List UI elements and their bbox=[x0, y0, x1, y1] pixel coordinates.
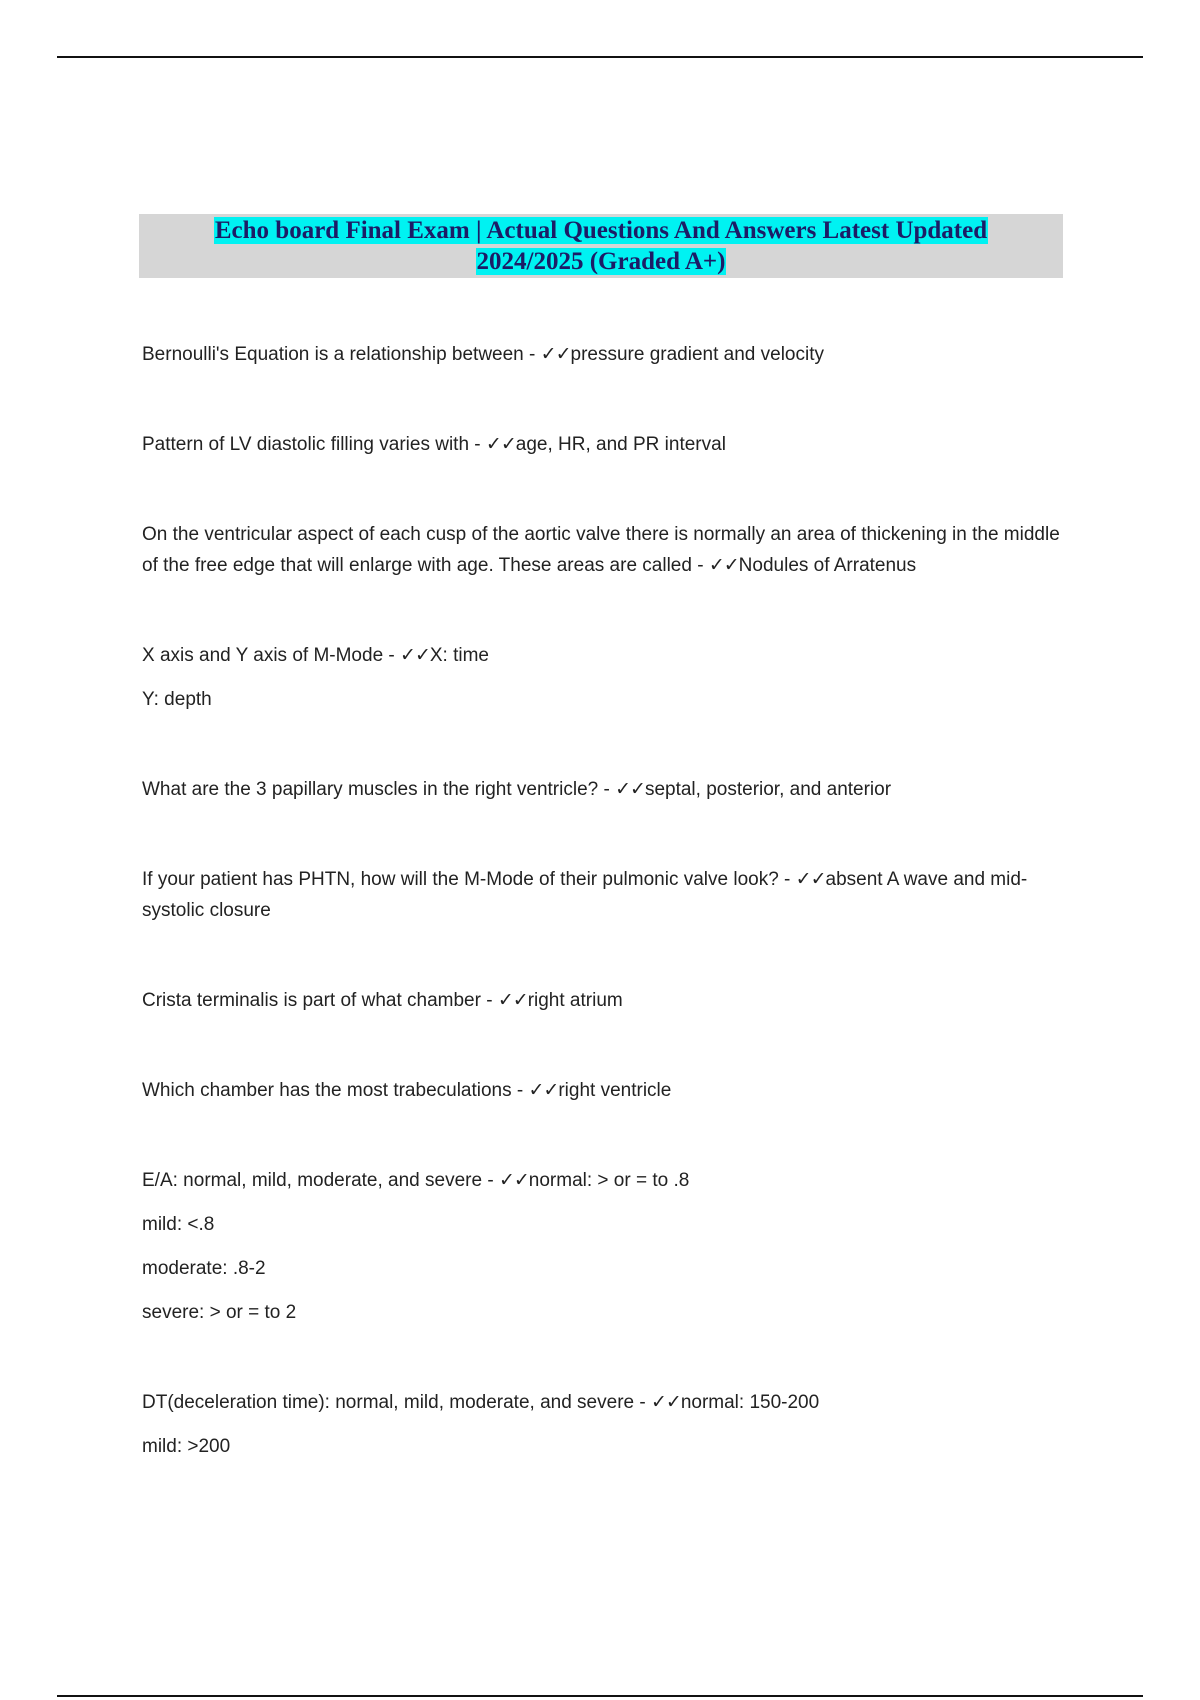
qa-main-line bbox=[142, 640, 1062, 671]
qa-main-line bbox=[142, 1387, 1062, 1418]
separator: - bbox=[598, 779, 616, 800]
qa-main-line bbox=[142, 339, 1062, 370]
question-text: DT(deceleration time): normal, mild, moderate, and severe bbox=[142, 1392, 635, 1413]
separator: - bbox=[482, 1170, 499, 1191]
separator: - bbox=[778, 869, 796, 890]
title-line-1: Echo board Final Exam | Actual Questions And Answers Latest Updated bbox=[214, 217, 988, 244]
answer-text: X: time bbox=[429, 645, 489, 666]
separator: - bbox=[511, 1080, 529, 1101]
title-line-2: 2024/2025 (Graded A+) bbox=[476, 248, 726, 275]
answer-text: right ventricle bbox=[558, 1080, 672, 1101]
check-marks-icon: ✓✓ bbox=[497, 990, 528, 1011]
check-marks-icon: ✓✓ bbox=[540, 344, 571, 365]
qa-item bbox=[142, 985, 1062, 1016]
check-marks-icon: ✓✓ bbox=[485, 434, 516, 455]
check-marks-icon: ✓✓ bbox=[400, 645, 430, 666]
answer-text: normal: > or = to .8 bbox=[528, 1170, 690, 1191]
answer-text: age, HR, and PR interval bbox=[515, 434, 726, 455]
separator: - bbox=[523, 344, 541, 365]
question-text: Pattern of LV diastolic filling varies with bbox=[142, 434, 470, 455]
qa-main-line bbox=[142, 429, 1062, 460]
answer-continuation: moderate: .8-2 bbox=[142, 1258, 266, 1279]
answer-text: septal, posterior, and anterior bbox=[644, 779, 892, 800]
question-text: E/A: normal, mild, moderate, and severe bbox=[142, 1170, 483, 1191]
answer-text: right atrium bbox=[527, 990, 623, 1011]
question-text: If your patient has PHTN, how will the M-Mode of their pulmonic valve look? bbox=[142, 869, 779, 890]
separator: - bbox=[469, 434, 486, 455]
check-marks-icon: ✓✓ bbox=[708, 555, 739, 576]
question-text: X axis and Y axis of M-Mode bbox=[142, 645, 384, 666]
question-text: Bernoulli's Equation is a relationship between bbox=[142, 344, 524, 365]
separator: - bbox=[383, 645, 401, 666]
separator: - bbox=[634, 1392, 651, 1413]
question-text: What are the 3 papillary muscles in the right ventricle? bbox=[142, 779, 599, 800]
check-marks-icon: ✓✓ bbox=[650, 1392, 681, 1413]
qa-item bbox=[142, 864, 1062, 926]
answer-continuation: Y: depth bbox=[142, 689, 212, 710]
qa-item bbox=[142, 774, 1062, 805]
qa-item bbox=[142, 429, 1062, 460]
document-title bbox=[214, 215, 988, 277]
question-text: Which chamber has the most trabeculations bbox=[142, 1080, 512, 1101]
answer-text: pressure gradient and velocity bbox=[570, 344, 824, 365]
qa-item bbox=[142, 519, 1062, 581]
answer-continuation: mild: <.8 bbox=[142, 1214, 215, 1235]
title-banner bbox=[139, 214, 1063, 278]
answer-continuation: severe: > or = to 2 bbox=[142, 1302, 297, 1323]
separator: - bbox=[691, 555, 709, 576]
qa-main-line bbox=[142, 864, 1062, 926]
qa-main-line bbox=[142, 1075, 1062, 1106]
qa-item bbox=[142, 1075, 1062, 1106]
answer-continuation: mild: >200 bbox=[142, 1436, 231, 1457]
qa-main-line bbox=[142, 774, 1062, 805]
answer-text: absent A wave and mid-systolic closure bbox=[142, 869, 1028, 921]
separator: - bbox=[480, 990, 498, 1011]
qa-main-line bbox=[142, 519, 1062, 581]
qa-list bbox=[142, 339, 1062, 1462]
check-marks-icon: ✓✓ bbox=[498, 1170, 529, 1191]
question-text: On the ventricular aspect of each cusp of the aortic valve there is normally an area of thickening in the middle of the free edge that will enlarge with age. These areas are called bbox=[142, 524, 1060, 576]
bottom-rule bbox=[57, 1695, 1143, 1697]
answer-text: normal: 150-200 bbox=[680, 1392, 820, 1413]
qa-item bbox=[142, 1165, 1062, 1328]
top-rule bbox=[57, 56, 1143, 58]
check-marks-icon: ✓✓ bbox=[528, 1080, 559, 1101]
qa-item bbox=[142, 339, 1062, 370]
qa-main-line bbox=[142, 985, 1062, 1016]
qa-item bbox=[142, 640, 1062, 715]
question-text: Crista terminalis is part of what chamber bbox=[142, 990, 481, 1011]
answer-text: Nodules of Arratenus bbox=[738, 555, 917, 576]
check-marks-icon: ✓✓ bbox=[615, 779, 645, 800]
qa-main-line bbox=[142, 1165, 1062, 1196]
qa-item bbox=[142, 1387, 1062, 1462]
check-marks-icon: ✓✓ bbox=[795, 869, 826, 890]
